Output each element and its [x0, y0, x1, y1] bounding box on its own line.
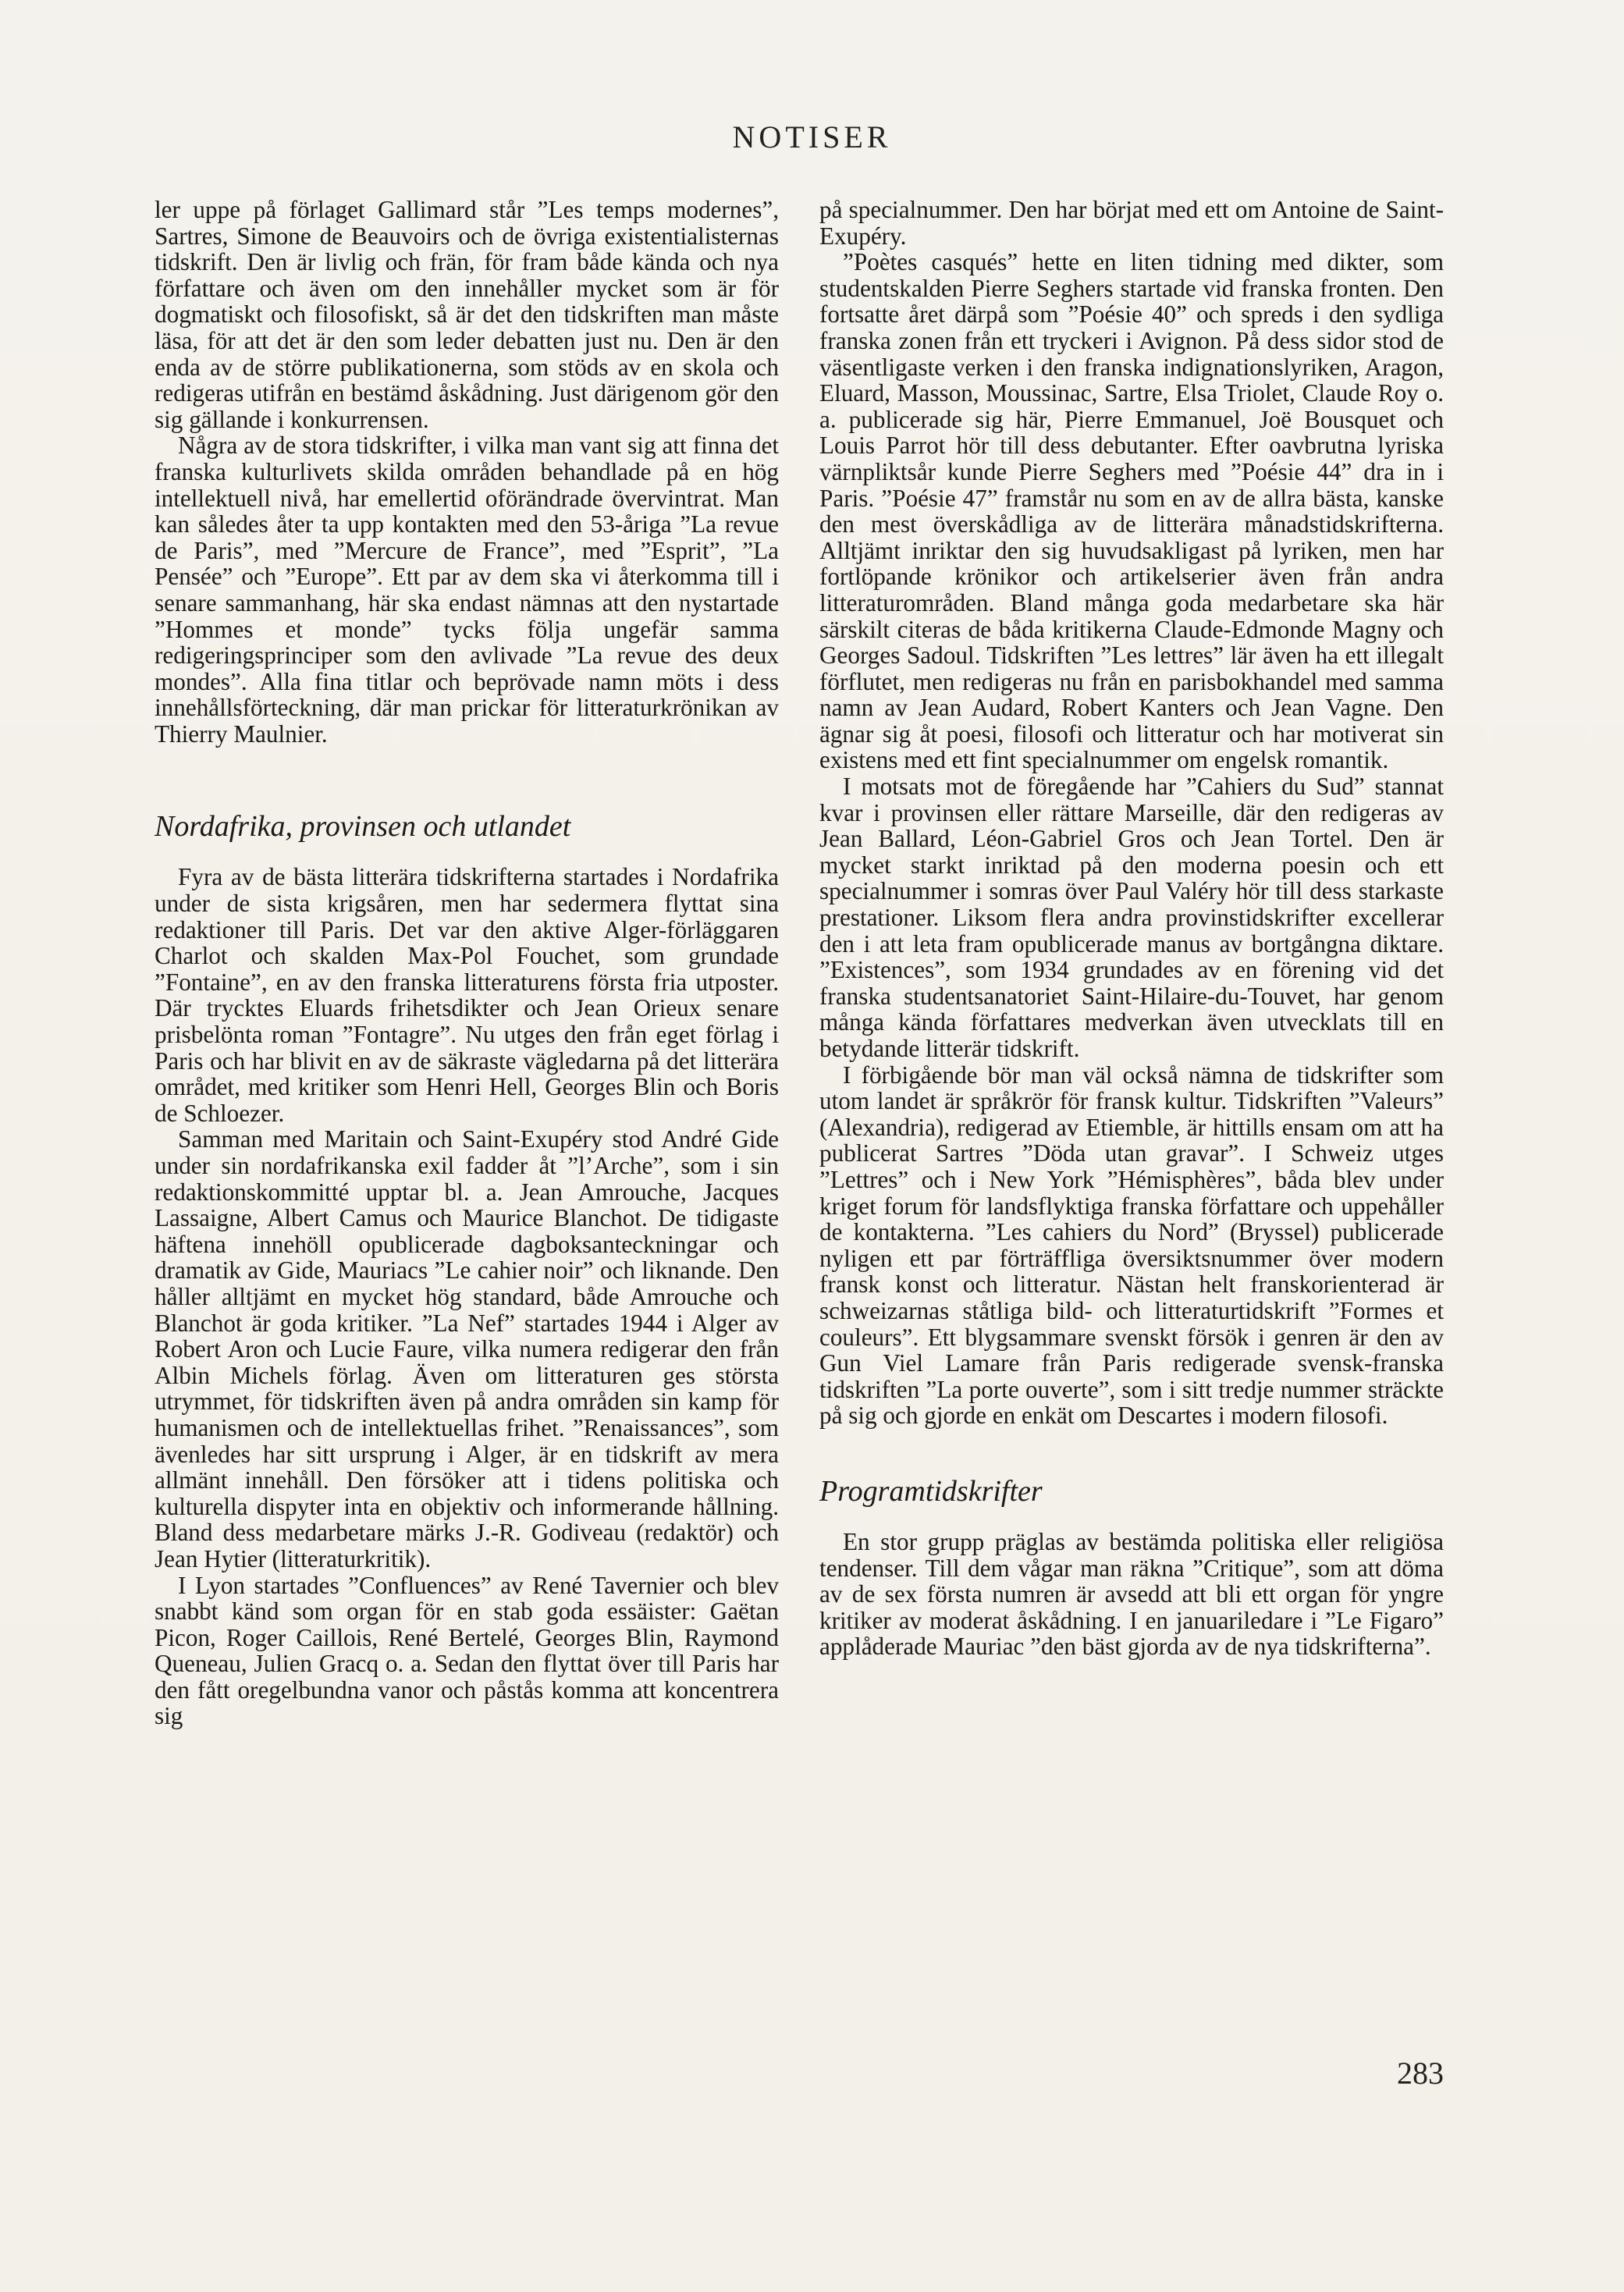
- paragraph: Samman med Maritain och Saint-Exupéry stod André Gide under sin nordafrikanska exil fadder åt ”l’Arche”, som i sin redaktionskommitté upptar bl. a. Jean Amrouche, Jacques Lassaigne, Albert Camus och Maurice Blanchot. De tidigaste häftena innehöll opublicerade dagboksanteckningar och dramatik av Gide, Mauriacs ”Le cahier noir” och liknande. Den håller alltjämt en mycket hög standard, både Amrouche och Blanchot är goda kritiker. ”La Nef” startades 1944 i Alger av Robert Aron och Lucie Faure, vilka numera redigerar den från Albin Michels förlag. Även om litteraturen ges största utrymmet, för tidskriften även på andra områden sin kamp för humanismen och de intellektuellas frihet. ”Renaissances”, som ävenledes har sitt ursprung i Alger, är en tidskrift av mera allmänt innehåll. Den försöker att i tidens politiska och kulturella dispyter inta en objektiv och informerande hållning. Bland dess medarbetare märks J.-R. Godiveau (redaktör) och Jean Hytier (litteraturkritik).: [155, 1125, 779, 1572]
- paragraph: I Lyon startades ”Confluences” av René Tavernier och blev snabbt känd som organ för en stab goda essäister: Gaëtan Picon, Roger Caillois, René Bertelé, Georges Blin, Raymond Queneau, Julien Gracq o. a. Sedan den flyttat över till Paris har den fått oregelbundna vanor och påstås komma att koncentrera sig: [155, 1571, 779, 1730]
- paragraph: ler uppe på förlaget Gallimard står ”Les temps modernes”, Sartres, Simone de Beauvoirs och de övriga existentialisternas tidskrift. Den är livlig och frän, för fram både kända och nya författare och även om den innehåller mycket som är för dogmatiskt och filosofiskt, så är det den tidskriften man måste läsa, för att det är den som leder debatten just nu. Den är den enda av de större publikationerna, som stöds av en skola och redigeras utifrån en bestämd åskådning. Just därigenom gör den sig gällande i konkurrensen.: [155, 196, 779, 433]
- running-header: NOTISER: [732, 119, 892, 155]
- paragraph: Fyra av de bästa litterära tidskrifterna startades i Nordafrika under de sista krigsåren, men har sedermera flyttat sina redaktioner till Paris. Det var den aktive Alger-förläggaren Charlot och skalden Max-Pol Fouchet, som grundade ”Fontaine”, en av den franska litteraturens första fria utposter. Där trycktes Eluards frihetsdikter och Jean Orieux senare prisbelönta roman ”Fontagre”. Nu utges den från eget förlag i Paris och har blivit en av de säkraste vägledarna på det litterära området, med kritiker som Henri Hell, Georges Blin och Boris de Schloezer.: [155, 863, 779, 1127]
- page-number: 283: [1397, 2056, 1444, 2091]
- paragraph: I förbigående bör man väl också nämna de tidskrifter som utom landet är språkrör för fransk kultur. Tidskriften ”Valeurs” (Alexandria), redigerad av Etiemble, är hittills ensam om att ha publicerat Sartres ”Döda utan gravar”. I Schweiz utges ”Lettres” och i New York ”Hémisphères”, båda blev under kriget forum för landsflyktiga franska författare och uppehåller de kontakterna. ”Les cahiers du Nord” (Bryssel) publicerade nyligen ett par förträffliga översiktsnummer över modern fransk konst och litteratur. Nästan helt franskorienterad är schweizarnas ståtliga bild- och litteraturtidskrift ”Formes et couleurs”. Ett blygsammare svenskt försök i genren är den av Gun Viel Lamare från Paris redigerade svensk-franska tidskriften ”La porte ouverte”, som i sitt tredje nummer sträckte på sig och gjorde en enkät om Descartes i modern filosofi.: [819, 1061, 1444, 1430]
- paragraph: Några av de stora tidskrifter, i vilka man vant sig att finna det franska kulturlivets skilda områden behandlade på en hög intellektuell nivå, har emellertid oförändrade övervintrat. Man kan således åter ta upp kontakten med den 53-åriga ”La revue de Paris”, med ”Mercure de France”, med ”Esprit”, ”La Pensée” och ”Europe”. Ett par av dem ska vi återkomma till i senare sammanhang, här ska endast nämnas att den nystartade ”Hommes et monde” tycks följa ungefär samma redigeringsprinciper som den avlivade ”La revue des deux mondes”. Alla fina titlar och beprövade namn möts i dess innehållsförteckning, där man prickar för litteraturkrönikan av Thierry Maulnier.: [155, 432, 779, 748]
- paragraph: I motsats mot de föregående har ”Cahiers du Sud” stannat kvar i provinsen eller rättare Marseille, där den redigeras av Jean Ballard, Léon-Gabriel Gros och Jean Tortel. Den är mycket starkt inriktad på den moderna poesin och ett specialnummer i somras över Paul Valéry hör till dess starkaste prestationer. Liksom flera andra provinstidskrifter excellerar den i att leta fram opublicerade manus av bortgångna diktare. ”Existences”, som 1934 grundades av en förening vid det franska studentsanatoriet Saint-Hilaire-du-Touvet, har genom många kända författares medverkan även utvecklats till en betydande litterär tidskrift.: [819, 773, 1444, 1062]
- paragraph: på specialnummer. Den har börjat med ett om Antoine de Saint-Exupéry.: [819, 196, 1444, 250]
- left-column: [155, 197, 779, 1729]
- paragraph: ”Poètes casqués” hette en liten tidning med dikter, som studentskalden Pierre Seghers startade vid franska fronten. Den fortsatte året därpå som ”Poésie 40” och spreds i den sydliga franska zonen från ett tryckeri i Avignon. På dess sidor stod de väsentligaste verken i den franska indignationslyriken, Aragon, Eluard, Masson, Moussinac, Sartre, Elsa Triolet, Claude Roy o. a. publicerade sig här, Pierre Emmanuel, Joë Bousquet och Louis Parrot hör till dess debutanter. Efter oavbrutna lyriska värnpliktsår kunde Pierre Seghers med ”Poésie 44” dra in i Paris. ”Poésie 47” framstår nu som en av de allra bästa, kanske den mest överskådliga av de litterära månadstidskrifterna. Alltjämt inriktar den sig huvudsakligast på lyriken, men har fortlöpande krönikor och artikelserier även från andra litteraturområden. Bland många goda medarbetare ska här särskilt citeras de båda kritikerna Claude-Edmonde Magny och Georges Sadoul. Tidskriften ”Les lettres” lär även ha ett illegalt förflutet, men redigeras nu från en parisbokhandel med samma namn av Jean Audard, Robert Kanters och Jean Vagne. Den ägnar sig åt poesi, filosofi och litteratur och har motiverat sin existens med ett fint specialnummer om engelsk romantik.: [819, 248, 1444, 774]
- right-column: [819, 197, 1444, 1660]
- section-heading: Nordafrika, provinsen och utlandet: [155, 810, 571, 844]
- section-heading: Programtidskrifter: [819, 1474, 1043, 1508]
- paragraph: En stor grupp präglas av bestämda politiska eller religiösa tendenser. Till dem vågar man räkna ”Critique”, som att döma av de sex första numren är avsedd att bli ett organ för yngre kritiker av moderat åskådning. I en januariledare i ”Le Figaro” applåderade Mauriac ”den bäst gjorda av de nya tidskrifterna”.: [819, 1527, 1444, 1661]
